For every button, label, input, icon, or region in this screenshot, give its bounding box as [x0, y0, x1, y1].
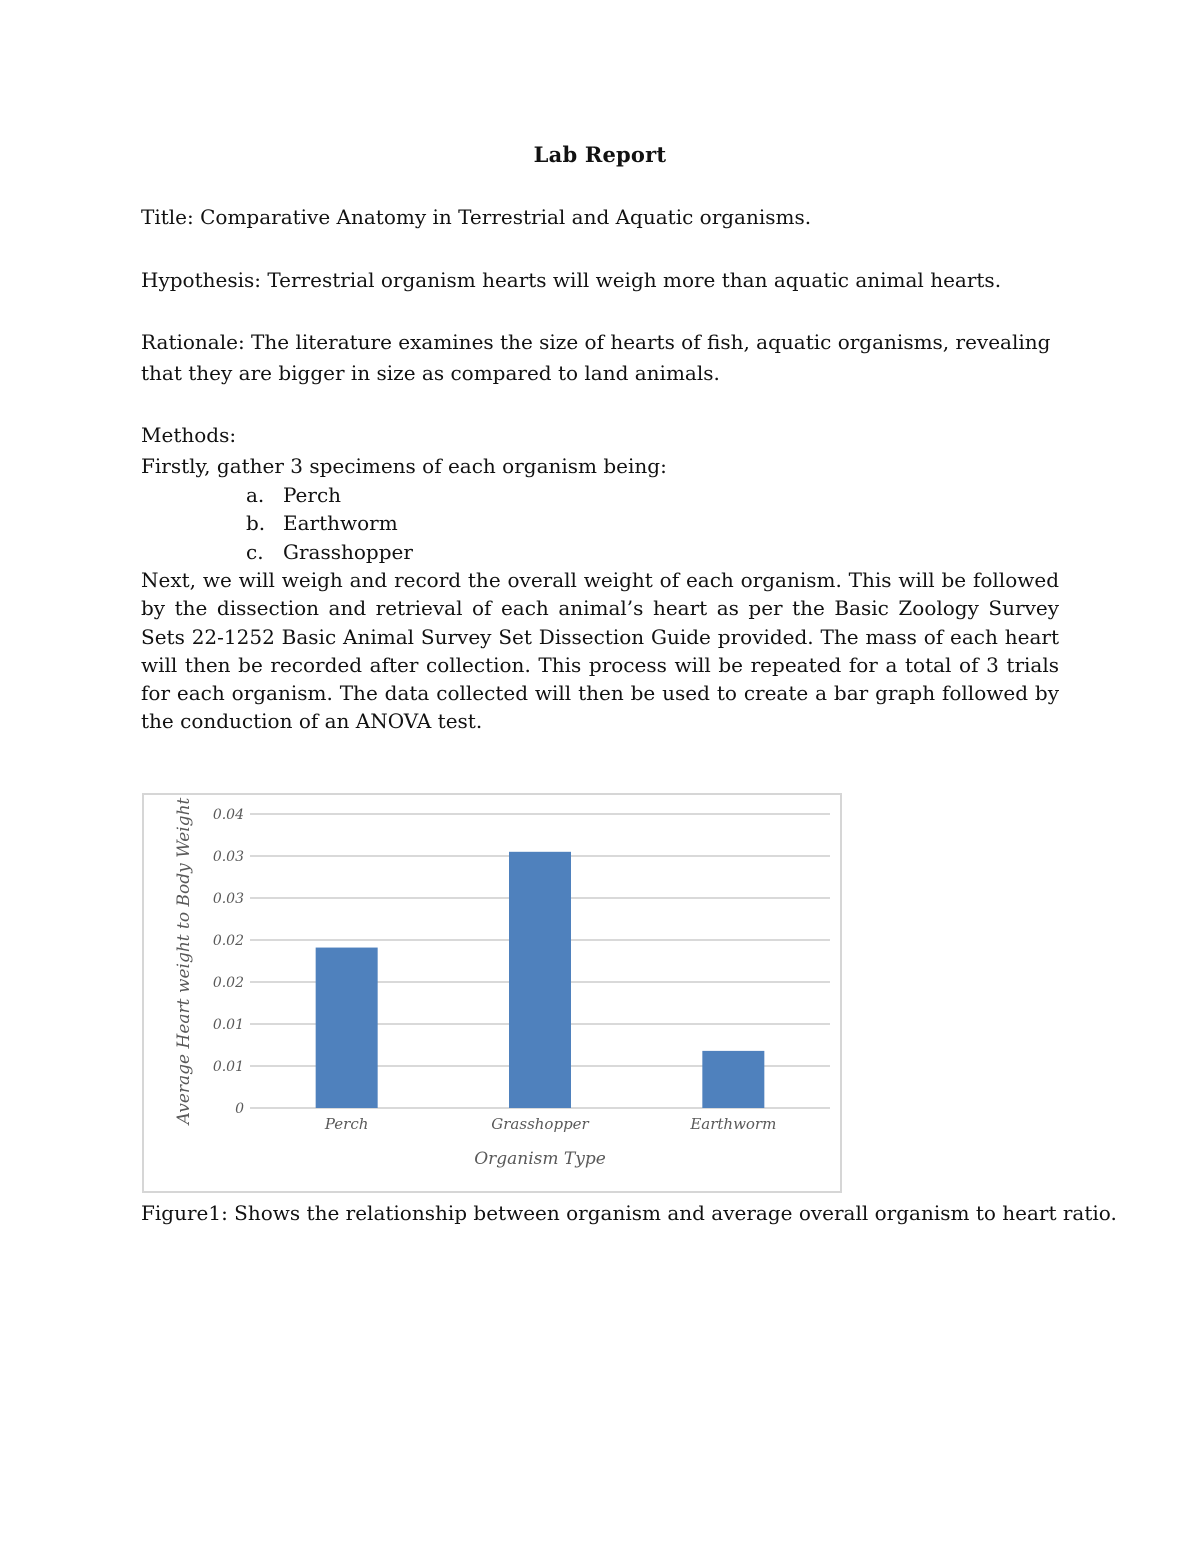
rationale-paragraph: Rationale: The literature examines the size of hearts of fish, aquatic organisms, revealing that they are bigger in size as compared to land animals. — [141, 330, 1051, 385]
list-marker: a. — [246, 483, 265, 507]
y-tick-label: 0.03 — [212, 849, 244, 865]
x-axis-title: Organism Type — [474, 1149, 606, 1169]
methods-label: Methods: — [141, 423, 237, 447]
y-tick-label: 0.01 — [212, 1017, 244, 1033]
x-tick-label: Earthworm — [690, 1115, 777, 1133]
list-item-label: Grasshopper — [283, 539, 413, 564]
methods-body: Next, we will weigh and record the overall weight of each organism. This will be followed by the dissection and retrieval of each animal’s heart as per the Basic Zoology Survey Sets 22-1252 Basic Animal Survey Set Dissection Guide provided. The mass of each heart will then be recorded after collection. This process will be repeated for a total of 3 trials for each organism. The data collected will then be used to create a bar graph followed by the conduction of an ANOVA test. — [141, 568, 1059, 734]
specimen-list — [246, 481, 413, 566]
y-axis-title: Average Heart weight to Body Weight — [174, 797, 194, 1125]
y-tick-label: 0 — [235, 1101, 244, 1117]
figure-caption: Figure1: Shows the relationship between organism and average overall organism to heart ratio. — [141, 1201, 1117, 1225]
methods-intro: Firstly, gather 3 specimens of each organism being: — [141, 454, 667, 478]
list-item — [246, 481, 413, 509]
list-item-label: Perch — [283, 483, 342, 507]
list-item — [246, 509, 413, 537]
y-tick-label: 0.02 — [212, 975, 244, 991]
y-tick-label: 0.03 — [212, 891, 244, 907]
list-marker: b. — [246, 511, 266, 536]
bar — [509, 852, 571, 1108]
bar-chart — [144, 795, 840, 1191]
bar — [702, 1051, 764, 1108]
y-tick-label: 0.04 — [212, 807, 244, 823]
title-line: Title: Comparative Anatomy in Terrestrial and Aquatic organisms. — [141, 205, 812, 229]
list-item — [246, 538, 413, 566]
x-tick-label: Perch — [324, 1115, 369, 1133]
hypothesis-paragraph: Hypothesis: Terrestrial organism hearts will weigh more than aquatic animal hearts. — [141, 268, 1002, 292]
y-tick-label: 0.01 — [212, 1059, 244, 1075]
x-tick-label: Grasshopper — [491, 1115, 589, 1133]
report-heading: Lab Report — [533, 142, 667, 167]
chart-frame — [142, 793, 842, 1193]
list-item-label: Earthworm — [283, 511, 398, 536]
list-marker: c. — [246, 539, 264, 564]
bar — [316, 948, 378, 1108]
y-tick-label: 0.02 — [212, 933, 244, 949]
